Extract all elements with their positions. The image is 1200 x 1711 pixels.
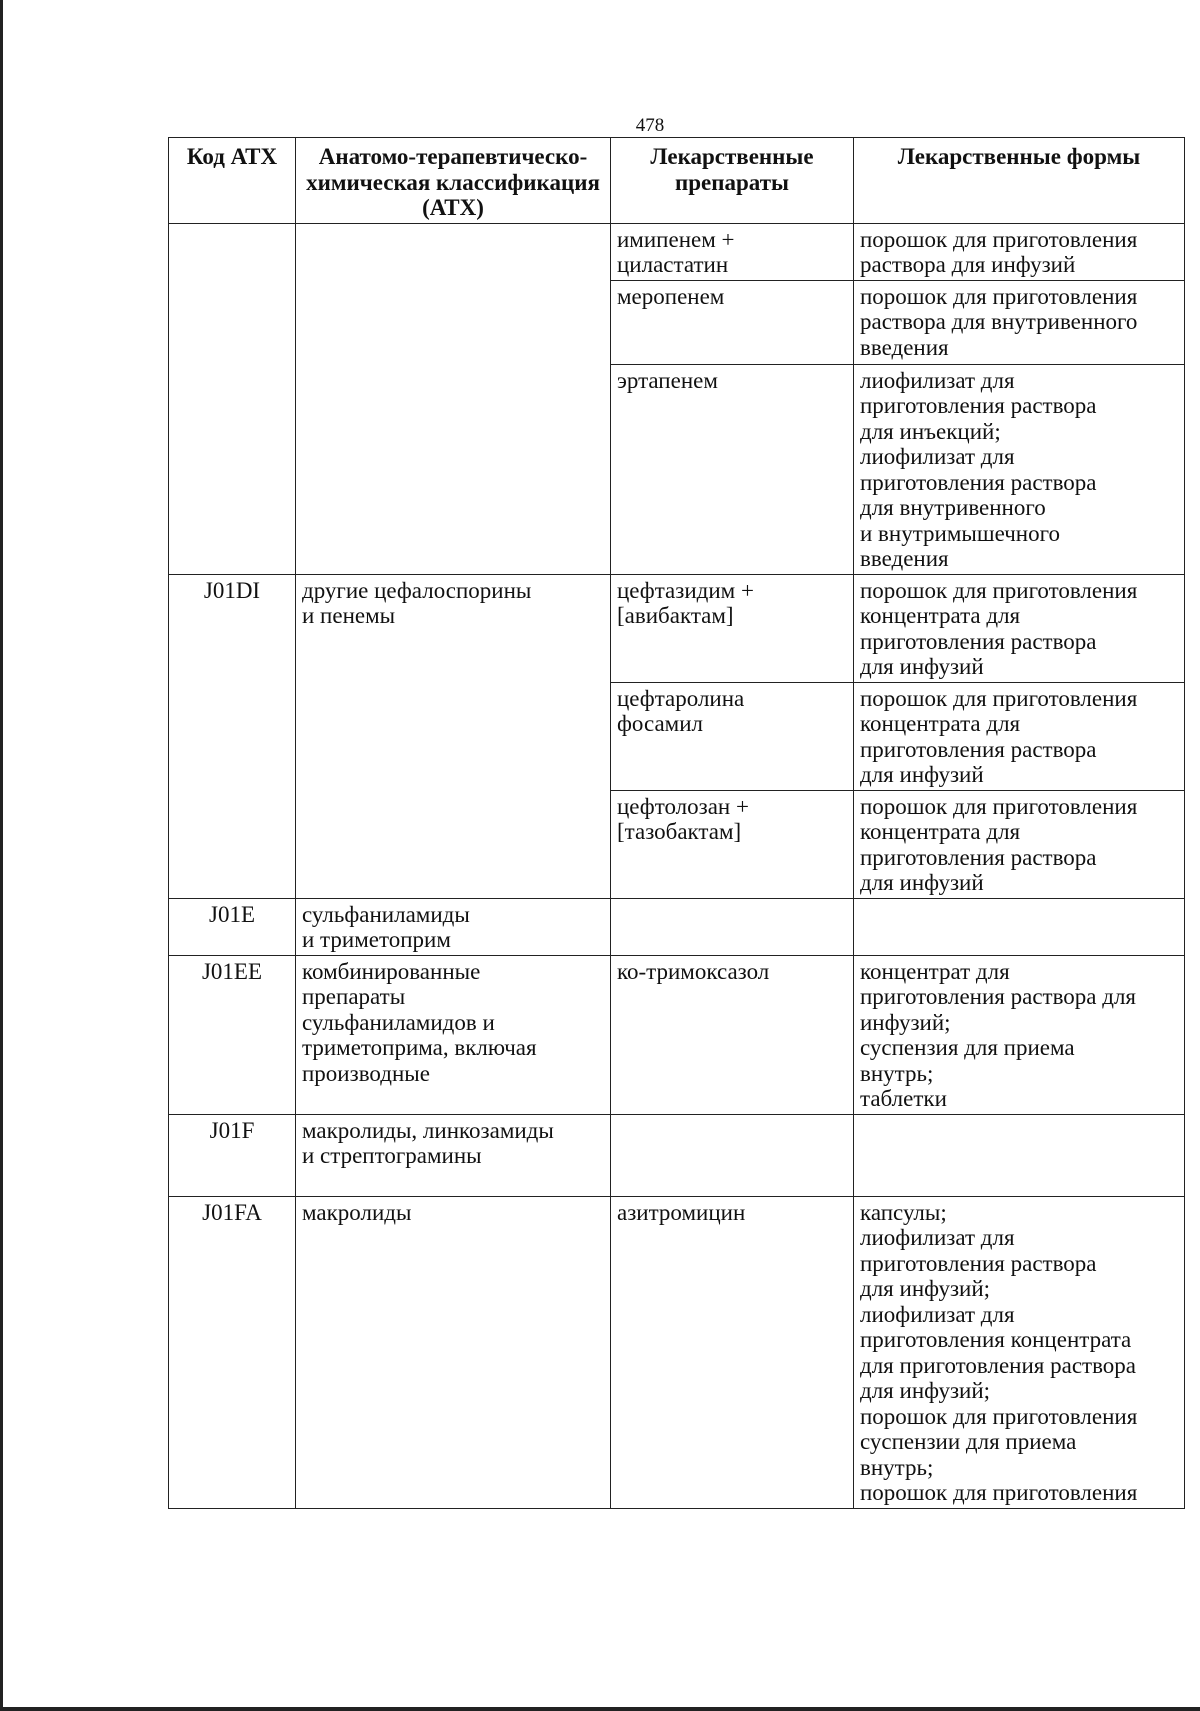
atc-classification-cell: сульфаниламиды и триметоприм xyxy=(296,898,611,955)
dosage-form-cell xyxy=(854,1114,1185,1196)
atc-drug-table xyxy=(168,137,1185,1509)
page-number: 478 xyxy=(635,115,665,136)
drug-name-cell xyxy=(611,1114,854,1196)
atc-code-cell: J01DI xyxy=(169,574,296,898)
table-row xyxy=(169,1196,1185,1508)
table-row xyxy=(169,1114,1185,1196)
atc-code-cell: J01EE xyxy=(169,955,296,1114)
drug-name-cell: меропенем xyxy=(611,280,854,364)
table-row xyxy=(169,223,1185,280)
dosage-form-cell: порошок для приготовления концентрата для приготовления раствора для инфузий xyxy=(854,682,1185,790)
atc-code-cell: J01FA xyxy=(169,1196,296,1508)
dosage-form-cell: капсулы; лиофилизат для приготовления раствора для инфузий; лиофилизат для приготовления концентрата для приготовления раствора для инфузий; порошок для приготовления суспензии для приема внутрь; порошок для приготовления xyxy=(854,1196,1185,1508)
table-row xyxy=(169,955,1185,1114)
drug-name-cell: азитромицин xyxy=(611,1196,854,1508)
dosage-form-cell: порошок для приготовления раствора для внутривенного введения xyxy=(854,280,1185,364)
drug-name-cell: цефтазидим + [авибактам] xyxy=(611,574,854,682)
drug-name-cell: цефтолозан + [тазобактам] xyxy=(611,790,854,898)
header-classification: Анатомо-терапевтическо-химическая классификация (АТХ) xyxy=(296,138,611,224)
table-body xyxy=(169,223,1185,1508)
header-forms: Лекарственные формы xyxy=(854,138,1185,224)
dosage-form-cell: порошок для приготовления концентрата для приготовления раствора для инфузий xyxy=(854,574,1185,682)
atc-classification-cell: комбинированные препараты сульфаниламидов и триметоприма, включая производные xyxy=(296,955,611,1114)
table-row xyxy=(169,574,1185,682)
atc-code-cell: J01F xyxy=(169,1114,296,1196)
atc-classification-cell: макролиды xyxy=(296,1196,611,1508)
atc-classification-cell: макролиды, линкозамиды и стрептограмины xyxy=(296,1114,611,1196)
atc-classification-cell xyxy=(296,223,611,574)
scan-edge-left xyxy=(0,0,3,1711)
header-code: Код АТХ xyxy=(169,138,296,224)
header-drugs: Лекарственные препараты xyxy=(611,138,854,224)
table-header-row xyxy=(169,138,1185,224)
atc-classification-cell: другие цефалоспорины и пенемы xyxy=(296,574,611,898)
dosage-form-cell: порошок для приготовления раствора для инфузий xyxy=(854,223,1185,280)
dosage-form-cell: порошок для приготовления концентрата для приготовления раствора для инфузий xyxy=(854,790,1185,898)
dosage-form-cell xyxy=(854,898,1185,955)
drug-name-cell: ко-тримоксазол xyxy=(611,955,854,1114)
table-row xyxy=(169,898,1185,955)
dosage-form-cell: лиофилизат для приготовления раствора для инъекций; лиофилизат для приготовления раствора для внутривенного и внутримышечного введения xyxy=(854,364,1185,574)
drug-name-cell: эртапенем xyxy=(611,364,854,574)
dosage-form-cell: концентрат для приготовления раствора для инфузий; суспензия для приема внутрь; таблетки xyxy=(854,955,1185,1114)
drug-name-cell xyxy=(611,898,854,955)
atc-code-cell: J01E xyxy=(169,898,296,955)
scan-edge-bottom xyxy=(0,1707,1200,1711)
drug-name-cell: имипенем + циластатин xyxy=(611,223,854,280)
drug-name-cell: цефтаролина фосамил xyxy=(611,682,854,790)
atc-code-cell xyxy=(169,223,296,574)
